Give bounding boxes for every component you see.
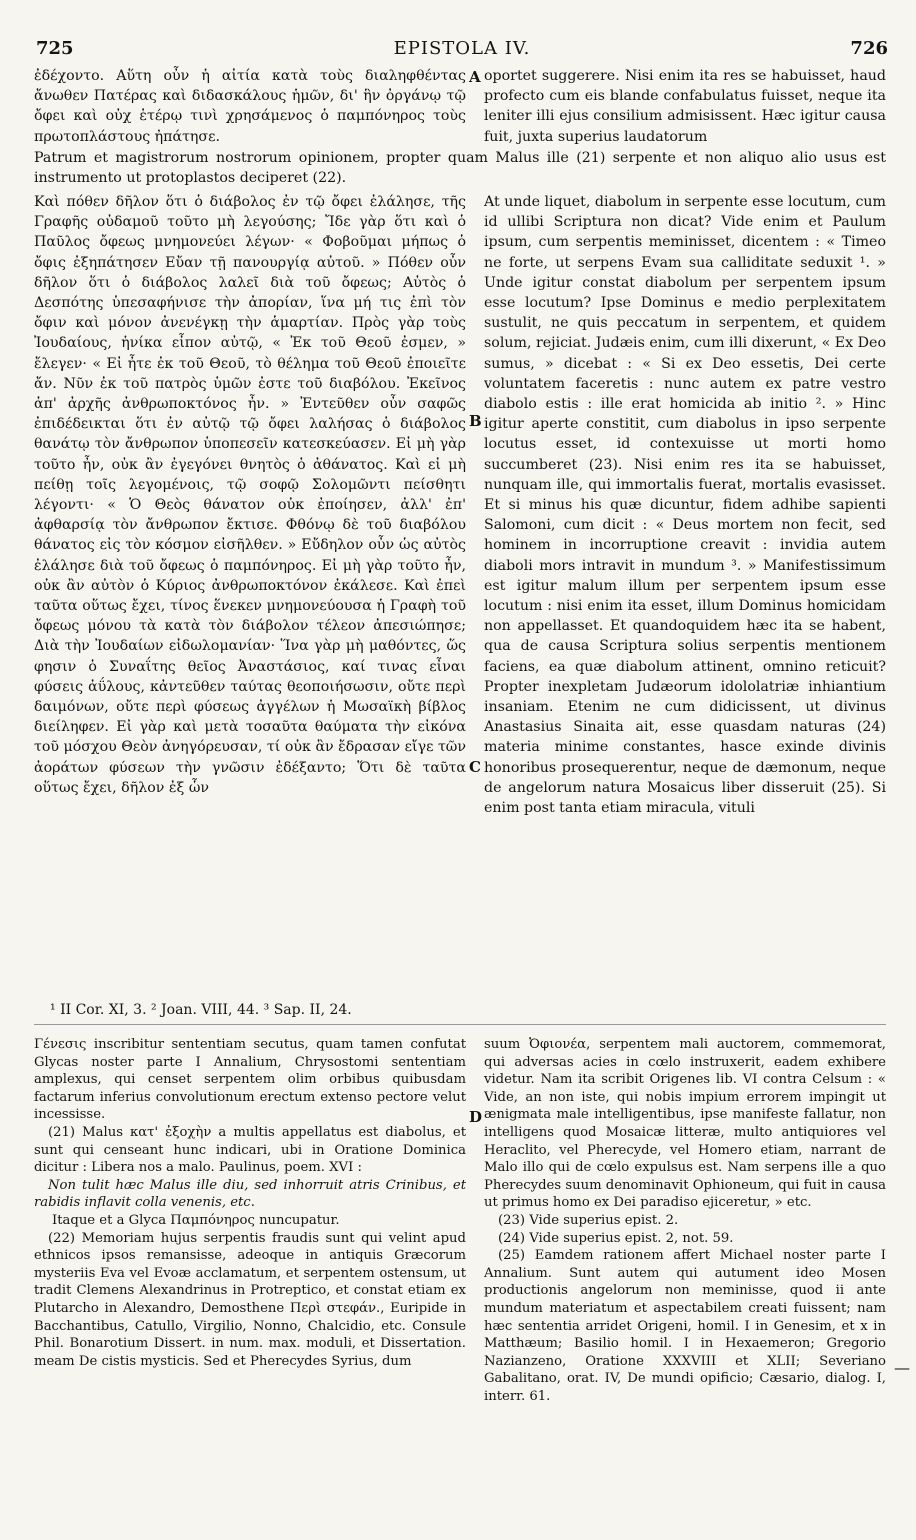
note-paragraph: Itaque et a Glyca Παμπόνηρος nuncupatur. — [52, 1212, 340, 1228]
note-paragraph: (25) Eamdem rationem affert Michael noster parte I Annalium. Sunt autem qui autument ideo Mosen productionis angelorum non meminisse, quod ii ante mundum materiatum et aspectabilem creati fuissent; nam hæc sententia arridet Origeni, homil. I in Genesim, et x in Matthæum; Basilio homil. I in Hexaemeron; Gregorio Nazianzeno, Oratione XXXVIII et XLII; Severiano Gabalitano, orat. IV, De mundi opificio; Cæsario, dialog. I, interr. 61. — [484, 1248, 886, 1404]
note-paragraph: suum Ὀφιονέα, serpentem mali auctorem, commemorat, qui adversas acies in cœlo instruxerit, eadem exhibere videtur. Nam ita scribit Origenes lib. VI contra Celsum : « Vide, an non iste, qui nobis impium errorem impingit ut ænigmata male intelligentibus, ipse manifeste fallatur, non intelligens quod Mosaicæ litteræ, multo antiquiores vel Heraclito, vel Pherecyde, vel Homero etiam, narrant de Malo illo qui de cœlo expulsus est. Nam serpens ille a quo Pherecydes suum denominavit Ophioneum, qui fuit in causa ut primus homo ex Dei paradiso ejiceretur, » etc. — [484, 1037, 886, 1211]
page-header — [36, 38, 888, 64]
note-paragraph: (24) Vide superius epist. 2, not. 59. — [498, 1230, 734, 1246]
page-number-right: 726 — [850, 38, 888, 59]
page-number-left: 725 — [36, 38, 74, 59]
latin-intro — [484, 66, 886, 147]
greek-intro-text: ἐδέχοντο. Αὕτη οὖν ἡ αἰτία κατὰ τοὺς διαληφθέντας ἄνωθεν Πατέρας καὶ διδασκάλους ἡμῶν, δι' ἣν ὀργάνῳ τῷ ὄφει καὶ οὐχ ἑτέρῳ τινὶ χρησάμενος ὁ παμπόνηρος τοὺς πρωτοπλάστους ἠπάτησε. — [34, 68, 466, 145]
margin-letter-c: C — [469, 758, 481, 776]
note-verse: Non tulit hæc Malus ille diu, sed inhorruit atris Crinibus, et rabidis inflavit colla venenis, etc. — [34, 1177, 466, 1211]
notes-divider — [34, 1024, 886, 1025]
note-paragraph: (21) Malus κατ' ἐξοχὴν a multis appellatus est diabolus, et sunt qui censeant hunc indicari, ubi in Oratione Dominica dicitur : Libera nos a malo. Paulinus, poem. XVI : — [34, 1124, 466, 1176]
latin-column — [484, 192, 886, 818]
notes-left — [34, 1036, 466, 1370]
margin-letter-d: D — [469, 1108, 483, 1126]
note-paragraph: (22) Memoriam hujus serpentis fraudis sunt qui velint apud ethnicos ipsos remansisse, adeoque in antiquis Græcorum mysteriis Eva vel Evoæ acclamatum, et serpentem ostensum, ut tradit Clemens Alexandrinus in Protreptico, et constat etiam ex Plutarcho in Alexandro, Demosthene Περὶ στεφάν., Euripide in Bacchantibus, Catullo, Virgilio, Nonno, Chalcidio, etc. Consule Phil. Bonarotium Dissert. in num. max. moduli, et Dissertation. meam De cistis mysticis. Sed et Pherecydes Syrius, dum — [34, 1230, 466, 1369]
latin-paragraph: At unde liquet, diabolum in serpente esse locutum, cum id ullibi Scriptura non dicat? Vide enim et Paulum ipsum, cum serpentis meminisset, dicentem : « Timeo ne forte, ut serpens Evam sua calliditate seduxit ¹. » Unde igitur constat diabolum per serpentem ipsum esse locutum? Ipse Dominus e medio perplexitatem sustulit, ne quis peccatum in serpentem, et quidem solum, rejiciat. Judæis enim, cum illi dixerunt, « Ex Deo sumus, » dicebat : « Si ex Deo essetis, Dei certe voluntatem faceretis : nunc autem ex patre vestro diabolo estis : ille erat homicida ab initio ². » Hinc igitur aperte constitit, cum diabolus in ipso serpente locutus esset, id contexuisse ut morti homo succumberet (23). Nisi enim res ita se habuisset, nunquam ille, qui immortalis fuerat, mortalis evasisset. Et si minus his quæ dicuntur, fidem adhibe sapienti Salomoni, cum dicit : « Deus mortem non fecit, sed hominem in incorruptione creavit : invidia autem diaboli mors intravit in mundum ³. » Manifestissimum est igitur malum illum per serpentem ipsum esse locutum : nisi enim ita esset, illum Dominus homicidam non appellasset. Et quandoquidem hæc ita se habent, qua de causa Scriptura solius serpentis mentionem faciens, ea quæ diabolum attinent, omnino reticuit? Propter inexpletam Judæorum idololatriæ inhiantium insaniam. Etenim ne cum didicissent, ut divinus Anastasius Sinaita ait, esse quasdam naturas (24) materia minime constantes, hasce exinde divinis honoribus prosequerentur, neque de dæmonum, neque de angelorum natura Mosaicus liber disseruit (25). Si enim post tanta etiam miracula, vituli — [484, 194, 886, 817]
greek-intro — [34, 66, 466, 147]
margin-mark: — — [894, 1358, 910, 1377]
margin-letter-b: B — [469, 412, 482, 430]
full-width-text: Patrum et magistrorum nostrorum opinionem, propter quam Malus ille (21) serpente et non aliquo alio usus est instrumento ut protoplastos deciperet (22). — [34, 150, 886, 187]
note-paragraph: (23) Vide superius epist. 2. — [498, 1212, 679, 1228]
greek-column — [34, 192, 466, 798]
full-width-line — [34, 148, 886, 188]
scripture-references: ¹ II Cor. XI, 3. ² Joan. VIII, 44. ³ Sap. II, 24. — [50, 1002, 352, 1018]
latin-intro-text: oportet suggerere. Nisi enim ita res se habuisset, haud profecto cum eis blande confabulatus fuisset, neque ita leniter illi ejus consilium admisissent. Hæc igitur causa fuit, juxta superius laudatorum — [484, 68, 886, 145]
margin-letter-a: A — [469, 68, 481, 86]
running-title: EPISTOLA IV. — [393, 38, 531, 59]
greek-paragraph: Καὶ πόθεν δῆλον ὅτι ὁ διάβολος ἐν τῷ ὄφει ἐλάλησε, τῆς Γραφῆς οὐδαμοῦ τοῦτο μὴ λεγούσης; Ἴδε γὰρ ὅτι καὶ ὁ Παῦλος ὄφεως μνημονεύει λέγων· « Φοβοῦμαι μήπως ὁ ὄφις ἐξηπάτησεν Εὔαν τῇ πανουργίᾳ αὐτοῦ. » Πόθεν οὖν δῆλον ὅτι ὁ διάβολος λαλεῖ διὰ τοῦ ὄφεως; Αὐτὸς ὁ Δεσπότης ὑπεσαφήνισε τὴν ἀπορίαν, ἵνα μή τις ἐπὶ τὸν ὄφιν καὶ μόνον ἀνενέγκῃ τὴν ἁμαρτίαν. Πρὸς γὰρ τοὺς Ἰουδαίους, ἡνίκα εἶπον αὐτῷ, « Ἐκ τοῦ Θεοῦ ἐσμεν, » ἔλεγεν· « Εἰ ἦτε ἐκ τοῦ Θεοῦ, τὸ θέλημα τοῦ Θεοῦ ἐποιεῖτε ἄν. Νῦν ἐκ τοῦ πατρὸς ὑμῶν ἐστε τοῦ διαβόλου. Ἐκεῖνος ἀπ' ἀρχῆς ἀνθρωποκτόνος ἦν. » Ἐντεῦθεν οὖν σαφῶς ἐπιδέδεικται ὅτι ἐν αὐτῷ τῷ ὄφει λαλήσας ὁ διάβολος θανάτῳ τὸν ἄνθρωπον ὑποπεσεῖν κατεσκεύασεν. Εἰ μὴ γὰρ τοῦτο ἦν, οὐκ ἂν ἐγεγόνει θνητὸς ὁ ἀθάνατος. Καὶ εἰ μὴ πείθῃ τοῖς λεγομένοις, τῷ σοφῷ Σολομῶντι πείσθητι λέγοντι· « Ὁ Θεὸς θάνατον οὐκ ἐποίησεν, ἀλλ' ἐπ' ἀφθαρσίᾳ τὸν ἄνθρωπον ἔκτισε. Φθόνῳ δὲ τοῦ διαβόλου θάνατος εἰς τὸν κόσμον εἰσῆλθεν. » Εὔδηλον οὖν ὡς αὐτὸς ἐλάλησε διὰ τοῦ ὄφεως ὁ παμπόνηρος. Εἰ μὴ γὰρ τοῦτο ἦν, οὐκ ἂν αὐτὸν ὁ Κύριος ἀνθρωποκτόνον ἐκάλεσε. Καὶ ἐπεὶ ταῦτα οὕτως ἔχει, τίνος ἕνεκεν μνημονεύουσα ἡ Γραφὴ τοῦ ὄφεως μόνου τὰ κατὰ τὸν διάβολον τέλεον ἀπεσιώπησε; Διὰ τὴν Ἰουδαίων εἰδωλομανίαν· Ἵνα γὰρ μὴ μαθόντες, ὥς φησιν ὁ Συναΐτης θεῖος Ἀναστάσιος, καί τινας εἶναι φύσεις ἀΰλους, κἀντεῦθεν ταύτας θεοποιήσωσιν, οὔτε περὶ δαιμόνων, οὔτε περὶ φύσεως ἀγγέλων ἡ Μωσαϊκὴ βίβλος διείληφεν. Εἰ γὰρ καὶ μετὰ τοσαῦτα θαύματα τὴν εἰκόνα τοῦ μόσχου Θεὸν ἀνηγόρευσαν, τί οὐκ ἂν ἔδρασαν εἴγε τῶν ἀοράτων φύσεων τὴν γνῶσιν ἐδέξαντο; Ὅτι δὲ ταῦτα οὕτως ἔχει, δῆλον ἐξ ὧν — [34, 194, 466, 796]
note-paragraph: Γένεσις inscribitur sententiam secutus, quam tamen confutat Glycas noster parte I Annalium, Chrysostomi sententiam amplexus, qui censet serpentem olim orbibus quibusdam factarum inferius convolutionum erectum extenso pectore velut incessisse. — [34, 1037, 466, 1123]
notes-right — [484, 1036, 886, 1405]
